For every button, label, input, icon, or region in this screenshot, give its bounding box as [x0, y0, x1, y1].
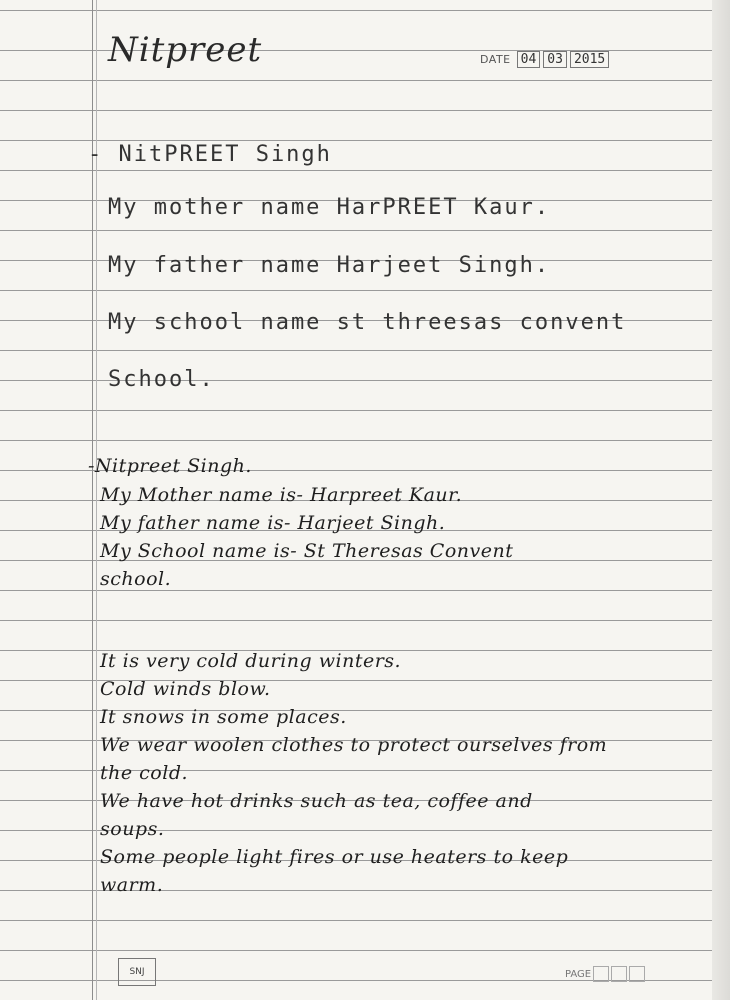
cursive-line: It is very cold during winters. — [100, 650, 402, 672]
cursive-line: We have hot drinks such as tea, coffee and — [100, 790, 533, 812]
date-year: 2015 — [570, 51, 609, 68]
page-edge-shadow — [712, 0, 730, 1000]
cursive-line: My School name is- St Theresas Convent — [100, 540, 514, 562]
page-box — [611, 966, 627, 982]
brand-logo-text: SNJ — [129, 967, 145, 977]
cursive-line: It snows in some places. — [100, 706, 347, 728]
cursive-line: Some people light fires or use heaters to keep — [100, 846, 569, 868]
cursive-line: My father name is- Harjeet Singh. — [100, 512, 446, 534]
cursive-line: My Mother name is- Harpreet Kaur. — [100, 484, 463, 506]
page-number-field — [565, 966, 645, 982]
printed-line: - NitPREET Singh — [88, 142, 332, 167]
printed-line: My mother name HarPREET Kaur. — [108, 195, 551, 220]
brand-logo — [118, 958, 156, 986]
cursive-line: We wear woolen clothes to protect ourselves from — [100, 734, 608, 756]
date-day: 04 — [517, 51, 541, 68]
date-label: DATE — [480, 53, 511, 66]
cursive-line: -Nitpreet Singh. — [88, 455, 252, 477]
page-box — [629, 966, 645, 982]
cursive-line: school. — [100, 568, 172, 590]
date-month: 03 — [543, 51, 567, 68]
printed-line: School. — [108, 367, 215, 392]
printed-line: My father name Harjeet Singh. — [108, 253, 551, 278]
page-title: Nitpreet — [108, 30, 263, 70]
printed-line: My school name st threesas convent — [108, 310, 627, 335]
cursive-line: Cold winds blow. — [100, 678, 271, 700]
date-field — [480, 51, 609, 68]
cursive-line: soups. — [100, 818, 165, 840]
page-box — [593, 966, 609, 982]
cursive-line: warm. — [100, 874, 164, 896]
page-label: PAGE — [565, 968, 592, 980]
cursive-line: the cold. — [100, 762, 189, 784]
